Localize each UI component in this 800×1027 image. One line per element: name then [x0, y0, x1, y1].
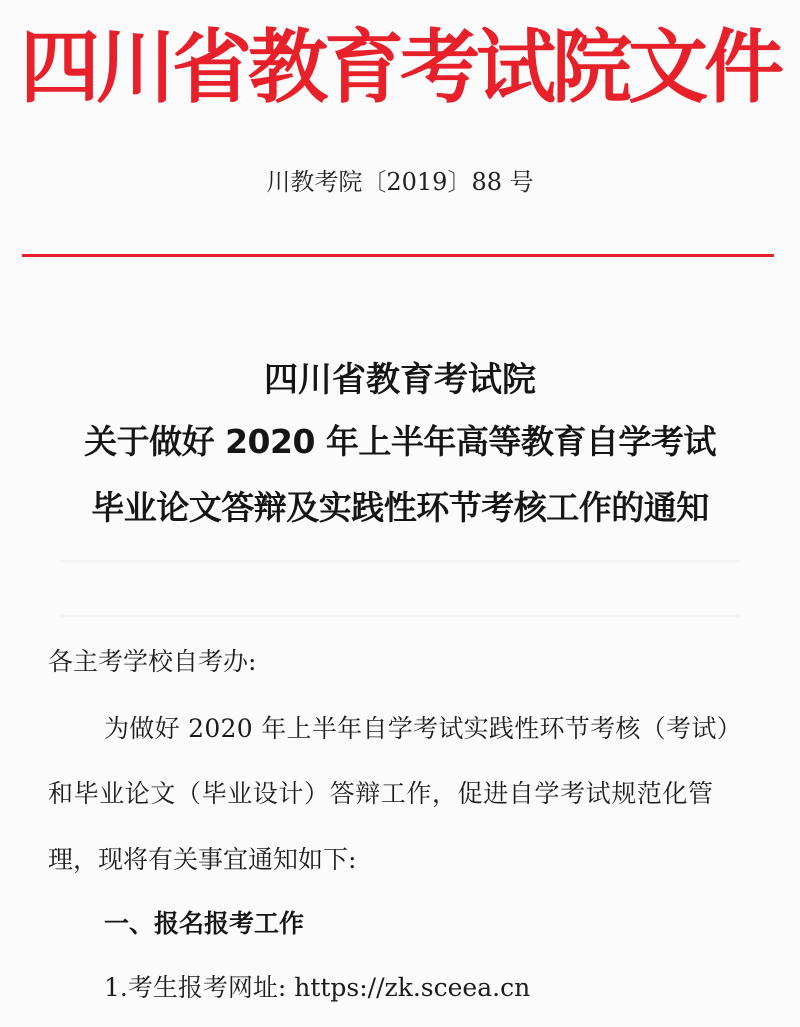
- document-number: 川教考院〔2019〕88 号: [266, 168, 534, 196]
- bleed-through-mark: [60, 560, 740, 562]
- notice-title-line-3: 毕业论文答辩及实践性环节考核工作的通知: [91, 488, 709, 527]
- list-item: [104, 966, 530, 1010]
- paragraph-line: 为做好 2020 年上半年自学考试实践性环节考核（考试）: [104, 714, 742, 743]
- bleed-through-mark: [60, 615, 740, 617]
- section-heading: 一、报名报考工作: [104, 909, 305, 938]
- paragraph-line: 和毕业论文（毕业设计）答辩工作，促进自学考试规范化管: [48, 779, 714, 808]
- letterhead-title: 四川省教育考试院文件: [20, 21, 780, 114]
- paragraph-line: 理，现将有关事宜通知如下:: [48, 845, 357, 874]
- notice-title-line-2: 关于做好 2020 年上半年高等教育自学考试: [84, 422, 716, 461]
- registration-url: https://zk.sceea.cn: [294, 973, 531, 1002]
- salutation: 各主考学校自考办:: [48, 647, 257, 676]
- notice-title-line-1: 四川省教育考试院: [264, 360, 536, 400]
- letterhead-red-rule: [22, 254, 774, 257]
- item-label: 1.考生报考网址:: [104, 973, 287, 1002]
